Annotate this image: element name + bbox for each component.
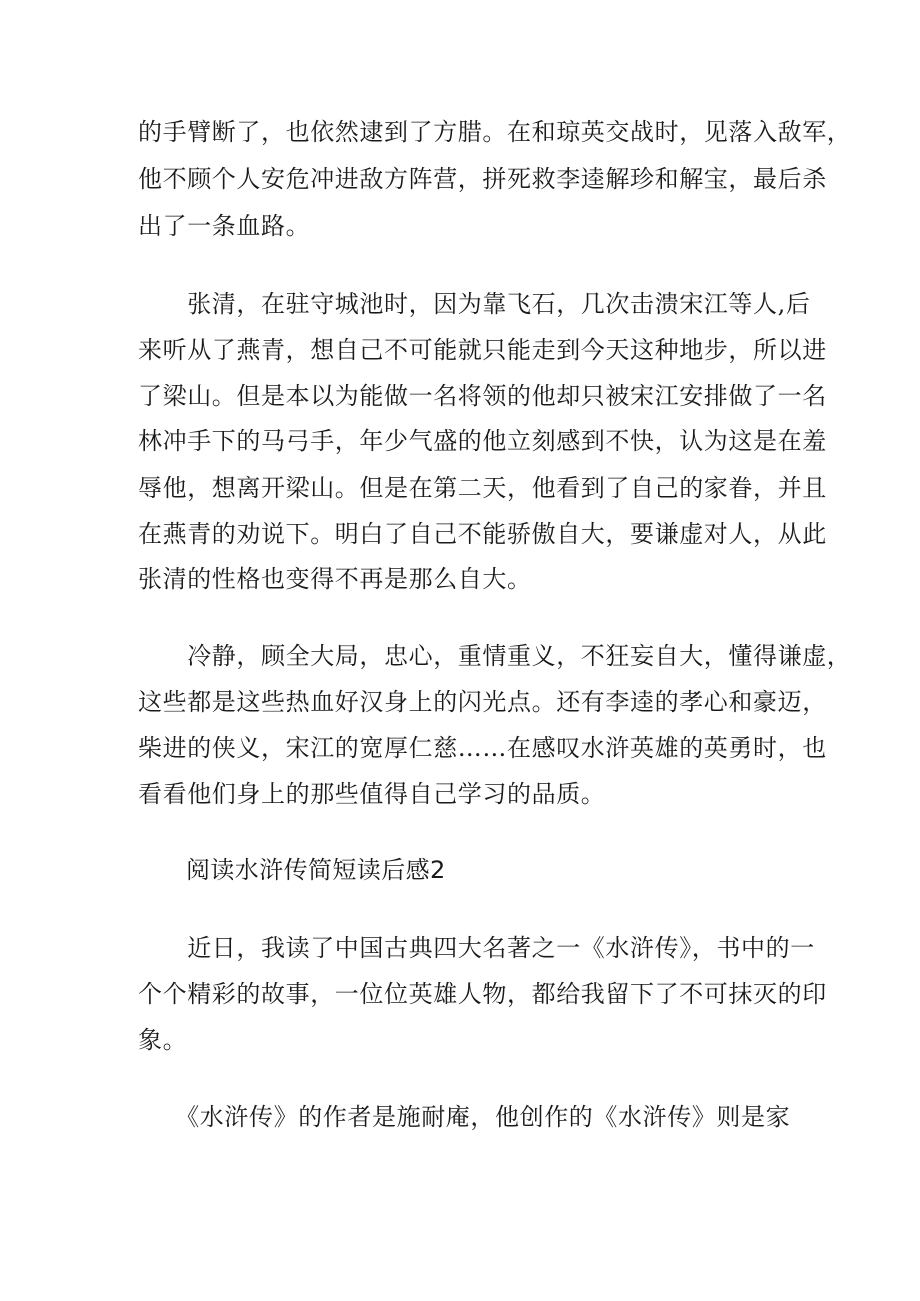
paragraph-2-line-2: 来听从了燕青，想自己不可能就只能走到今天这种地步，所以进 xyxy=(138,336,827,364)
paragraph-3-line-1: 冷静，顾全大局，忠心，重情重义，不狂妄自大，懂得谦虚， xyxy=(138,642,852,670)
paragraph-3-line-2: 这些都是这些热血好汉身上的闪光点。还有李逵的孝心和豪迈， xyxy=(138,688,827,716)
paragraph-1-line-2: 他不顾个人安危冲进敌方阵营，拼死救李逵解珍和解宝，最后杀 xyxy=(138,165,827,193)
paragraph-2-line-5: 辱他，想离开梁山。但是在第二天，他看到了自己的家眷，并且 xyxy=(138,474,827,502)
paragraph-3-line-4: 看看他们身上的那些值得自己学习的品质。 xyxy=(138,780,606,808)
paragraph-2-line-7: 张清的性格也变得不再是那么自大。 xyxy=(138,565,532,593)
paragraph-1-line-3: 出了一条血路。 xyxy=(138,212,311,240)
paragraph-4-line-3: 象。 xyxy=(138,1026,188,1054)
paragraph-2-line-3: 了梁山。但是本以为能做一名将领的他却只被宋江安排做了一名 xyxy=(138,382,827,410)
paragraph-5-line-1: 《水浒传》的作者是施耐庵，他创作的《水浒传》则是家 xyxy=(138,1103,791,1131)
paragraph-1-line-1: 的手臂断了，也依然逮到了方腊。在和琼英交战时，见落入敌军， xyxy=(138,118,852,146)
paragraph-4-line-2: 个个精彩的故事，一位位英雄人物，都给我留下了不可抹灭的印 xyxy=(138,980,827,1008)
section-heading: 阅读水浒传简短读后感2 xyxy=(186,856,446,884)
paragraph-2-line-4: 林冲手下的马弓手，年少气盛的他立刻感到不快，认为这是在羞 xyxy=(138,427,827,455)
paragraph-3-line-3: 柴进的侠义，宋江的宽厚仁慈……在感叹水浒英雄的英勇时，也 xyxy=(138,734,827,762)
paragraph-4-line-1: 近日，我读了中国古典四大名著之一《水浒传》，书中的一 xyxy=(138,934,815,962)
paragraph-2-line-6: 在燕青的劝说下。明白了自己不能骄傲自大，要谦虚对人，从此 xyxy=(138,520,827,548)
paragraph-2-line-1: 张清，在驻守城池时，因为靠飞石，几次击溃宋江等人,后 xyxy=(138,290,811,318)
